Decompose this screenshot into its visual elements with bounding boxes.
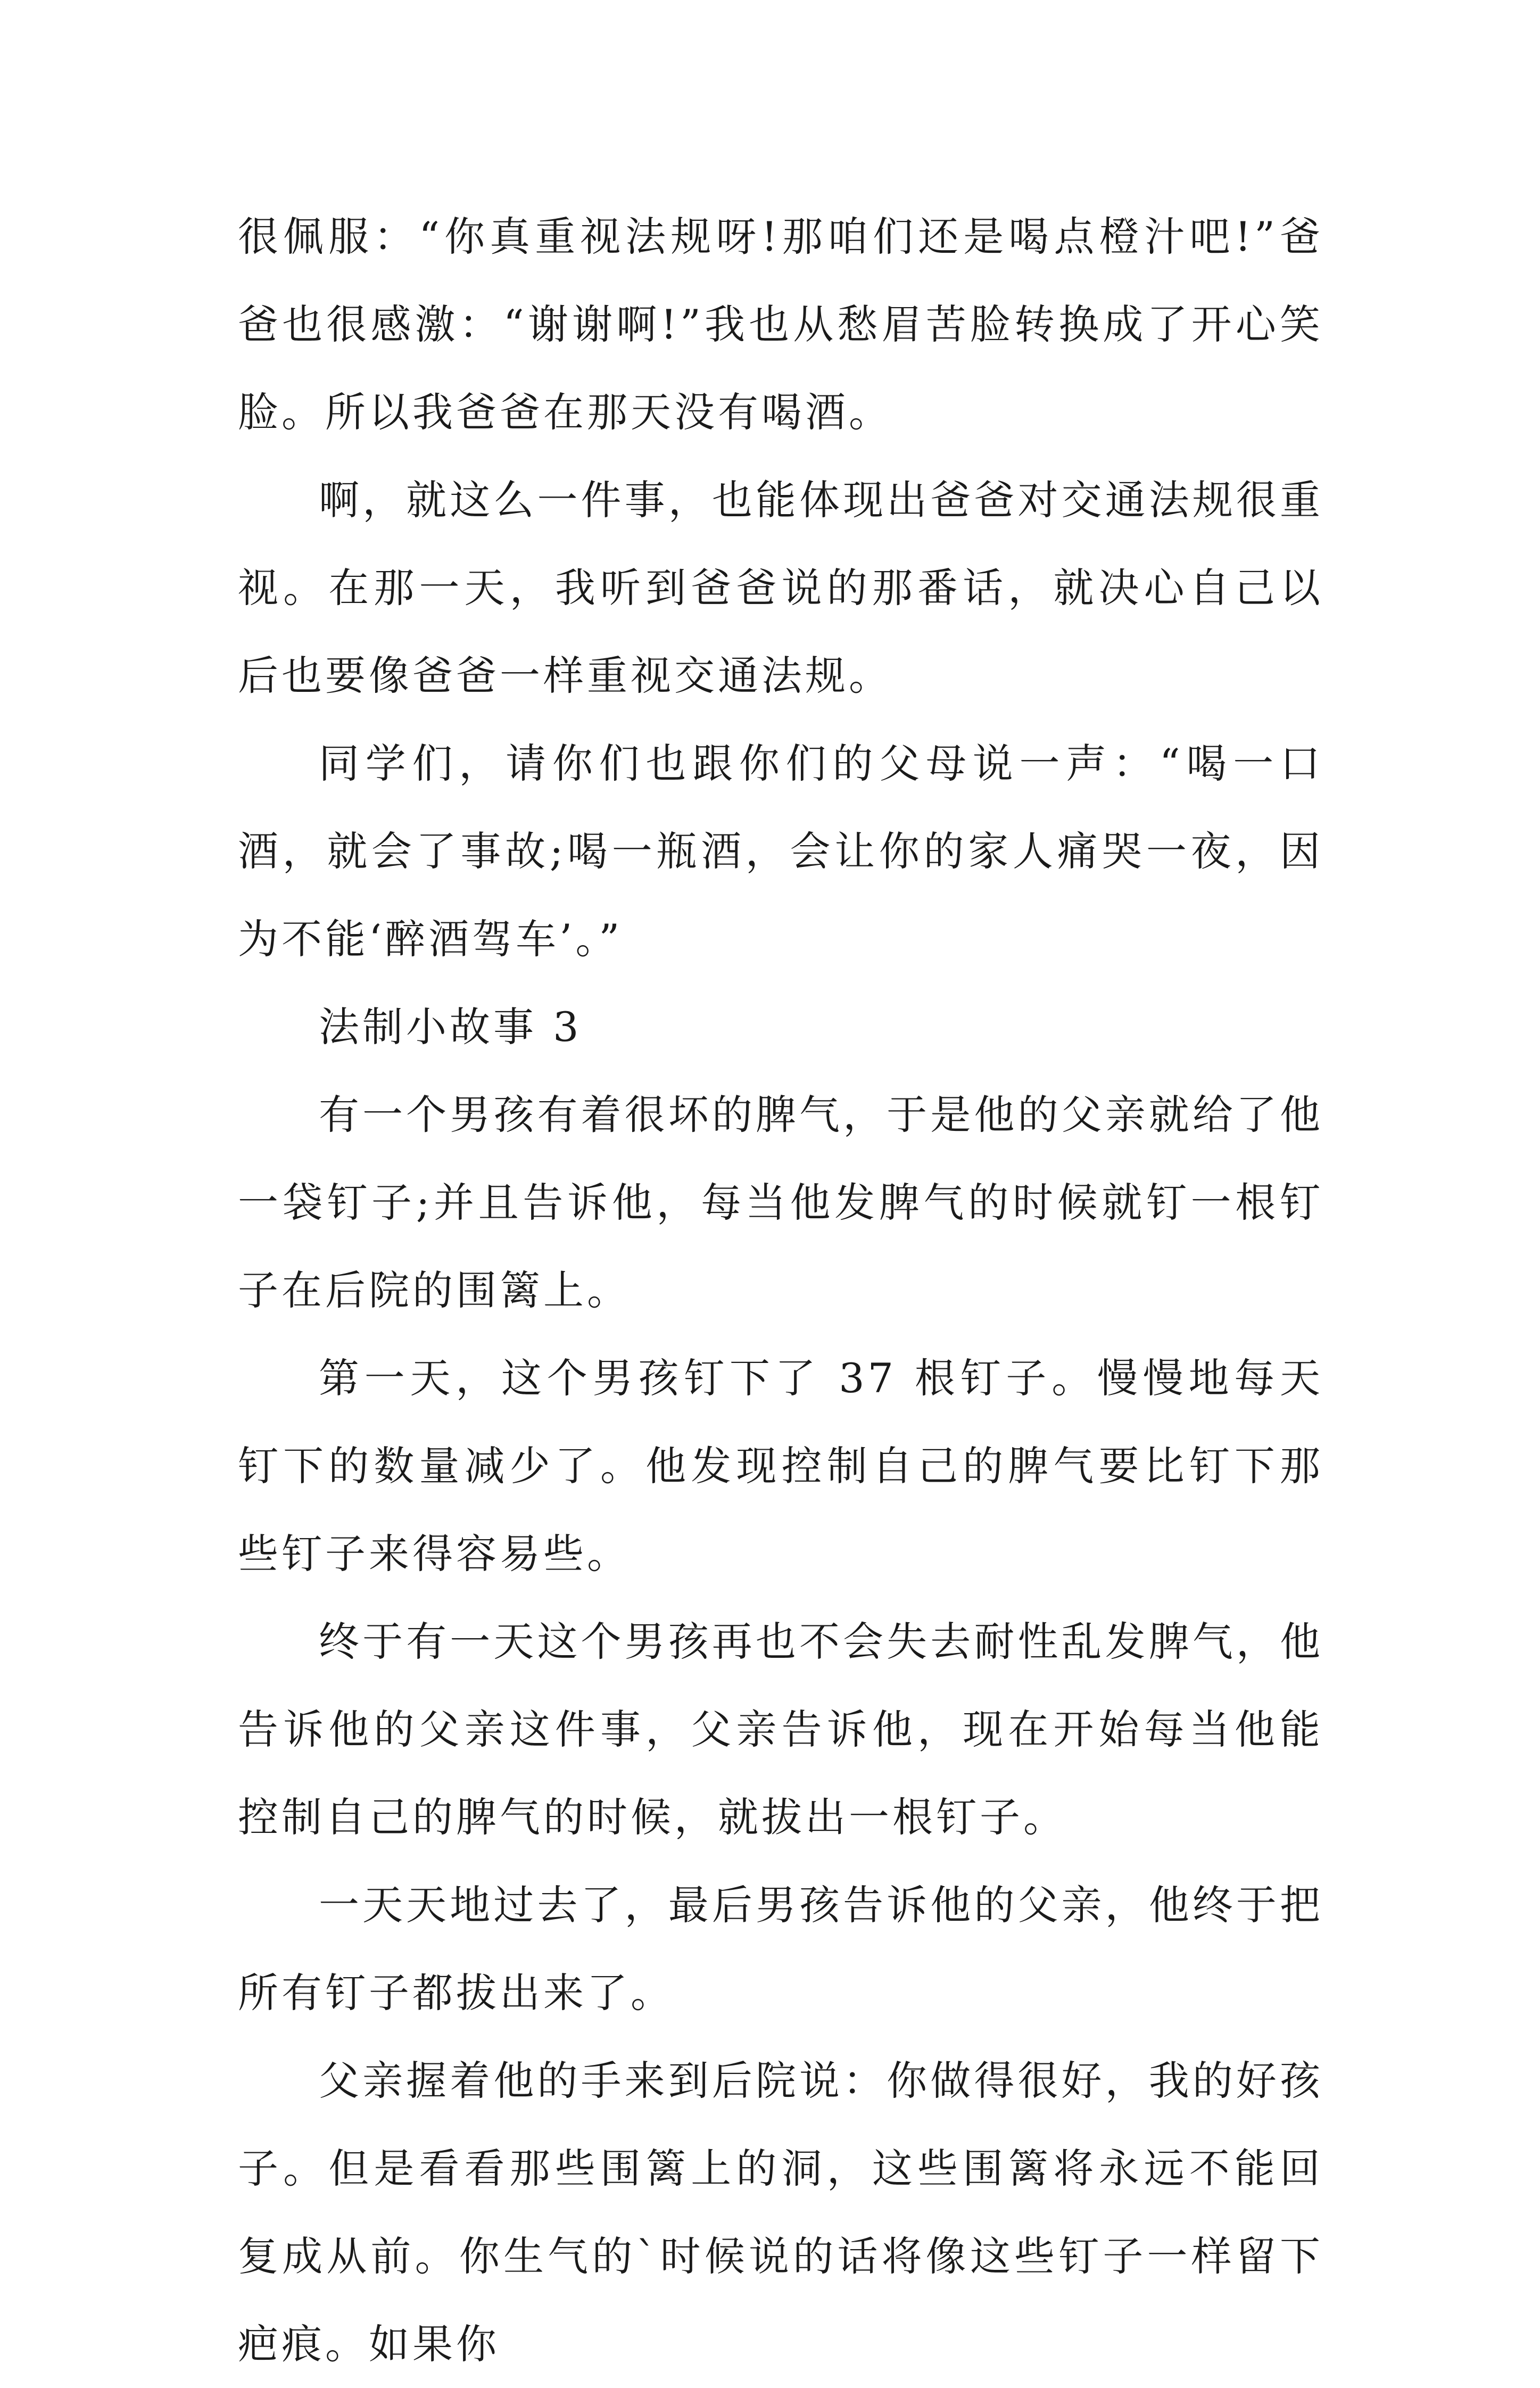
paragraph-first-day: 第一天，这个男孩钉下了 37 根钉子。慢慢地每天钉下的数量减少了。他发现控制自己的脾气要比钉下那些钉子来得容易些。	[238, 1354, 1323, 1577]
document-body	[238, 193, 1323, 2388]
paragraph-all-nails-out: 一天天地过去了，最后男孩告诉他的父亲，他终于把所有钉子都拔出来了。	[238, 1881, 1323, 2017]
section-heading: 法制小故事 3	[319, 1003, 582, 1051]
paragraph-story-intro: 有一个男孩有着很坏的脾气，于是他的父亲就给了他一袋钉子;并且告诉他，每当他发脾气的时候就钉一根钉子在后院的围篱上。	[238, 1091, 1323, 1314]
paragraph-father-lesson: 父亲握着他的手来到后院说：你做得很好，我的好孩子。但是看看那些围篱上的洞，这些围篱将永远不能回复成从前。你生气的`时候说的话将像这些钉子一样留下疤痕。如果你	[238, 2057, 1323, 2368]
paragraph-reflection: 啊，就这么一件事，也能体现出爸爸对交通法规很重视。在那一天，我听到爸爸说的那番话，就决心自己以后也要像爸爸一样重视交通法规。	[238, 476, 1323, 699]
paragraph-patience: 终于有一天这个男孩再也不会失去耐性乱发脾气，他告诉他的父亲这件事，父亲告诉他，现在开始每当他能控制自己的脾气的时候，就拔出一根钉子。	[238, 1618, 1323, 1841]
paragraph-appeal: 同学们，请你们也跟你们的父母说一声：“喝一口酒，就会了事故;喝一瓶酒，会让你的家人痛哭一夜，因为不能‘醉酒驾车’。”	[238, 740, 1323, 963]
paragraph-continuation: 很佩服：“你真重视法规呀!那咱们还是喝点橙汁吧!”爸爸也很感激：“谢谢啊!”我也从愁眉苦脸转换成了开心笑脸。所以我爸爸在那天没有喝酒。	[238, 213, 1323, 436]
